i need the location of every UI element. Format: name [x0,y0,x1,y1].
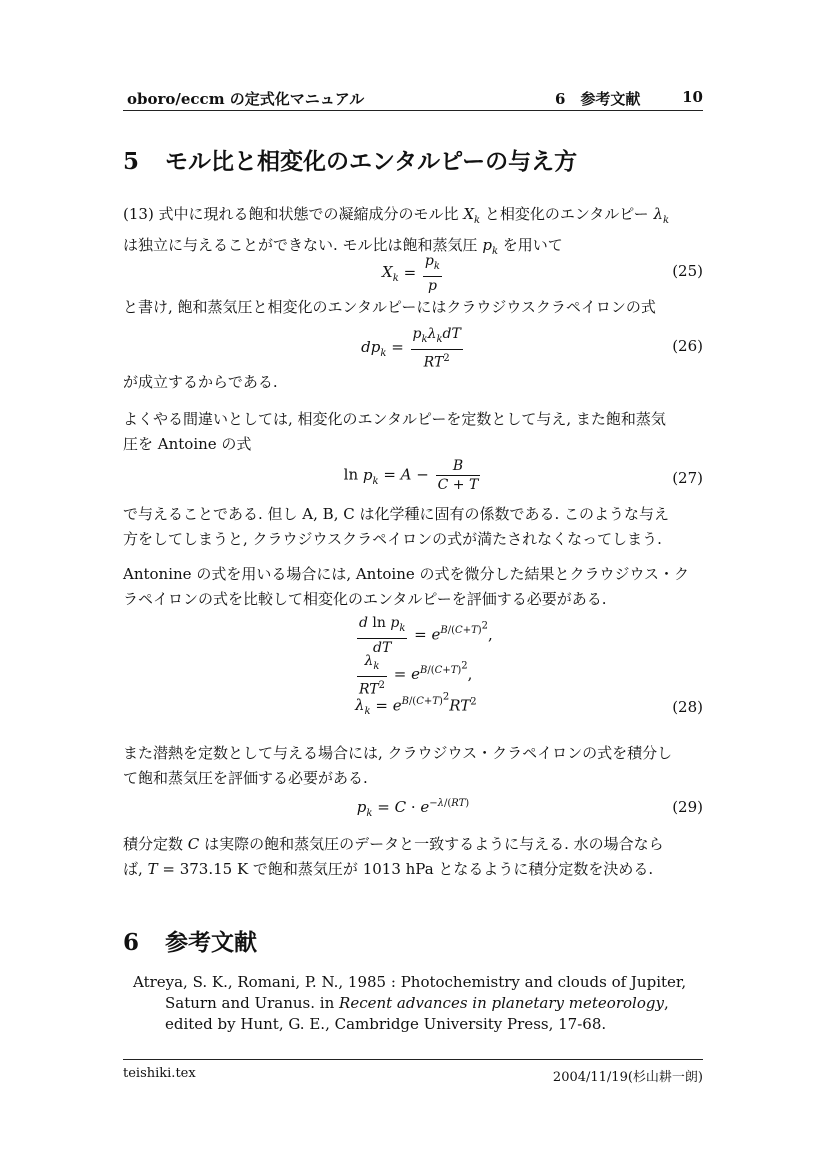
paragraph-8: 積分定数 C は実際の飽和蒸気圧のデータと一致するように与える. 水の場合なら ば, T = 373.15 K で飽和蒸気圧が 1013 hPa となるように積分定数を決める. [123,835,664,878]
text: て飽和蒸気圧を評価する必要がある. [123,769,368,787]
footer-filename: teishiki.tex [123,1066,196,1081]
reference-entry [133,972,703,1035]
section-number: 6 [123,929,140,956]
section-title: モル比と相変化のエンタルピーの与え方 [165,148,578,175]
equation-26: $dp_k$ = $\frac{p_k\lambda_kdT}{RT^2}$ (26) [361,326,703,371]
text: よくやる間違いとしては, 相変化のエンタルピーを定数として与え, また飽和蒸気 [123,410,666,428]
text: 圧を Antoine の式 [123,435,252,453]
header-section: 6 参考文献 [555,90,641,108]
page [123,0,703,1169]
equation-number: (26) [672,337,703,355]
header-title: oboro/eccm の定式化マニュアル [127,90,365,108]
equation-number: (28) [672,698,703,716]
text: で与えることである. 但し A, B, C は化学種に固有の係数である. このような与え [123,505,670,523]
section-heading-6 [123,924,257,957]
running-header [123,86,703,111]
section-number: 5 [123,148,140,175]
text: = 373.15 K で飽和蒸気圧が 1013 hPa となるように積分定数を決める. [162,860,654,878]
header-page-number: 10 [682,88,703,106]
text: ラペイロンの式を比較して相変化のエンタルピーを評価する必要がある. [123,590,607,608]
text: 方をしてしまうと, クラウジウスクラペイロンの式が満たされなくなってしまう. [123,530,662,548]
text: が成立するからである. [123,373,278,391]
equation-number: (25) [672,262,703,280]
text: また潜熱を定数として与える場合には, クラウジウス・クラペイロンの式を積分し [123,744,673,762]
equation-27: $\ln p_k = A$ − $\frac{B}{C + T}$ (27) [343,458,703,493]
paragraph-2 [123,295,703,320]
reference-details: , edited by Hunt, G. E., Cambridge University Press, 17-68. [165,994,669,1033]
equation-number: (29) [672,798,703,816]
paragraph-6 [123,562,703,612]
equation-25: $X_k$ = $\frac{p_k}{p}$ (25) [382,253,703,294]
text: は独立に与えることができない. モル比は飽和蒸気圧 [123,236,478,254]
equation-29: $p_k = C \cdot e^{-\lambda/(RT)}$ (29) [356,798,703,819]
equation-28: $\frac{d \ln p_k}{dT}$ = $e^{B/(C+T)^2}$, $\frac{\lambda_k}{RT^2}$ = $e^{B/(C+T)^2}$, $\lambda_k = e^{B/(C+T)^2}RT^2$ (28) [355,615,703,718]
paragraph-4 [123,407,703,457]
text: (13) 式中に現れる飽和状態での凝縮成分のモル比 [123,205,459,223]
text: と相変化のエンタルピー [484,205,649,223]
section-heading-5 [123,143,577,176]
equation-number: (27) [672,469,703,487]
footer [123,1059,703,1085]
footer-date-author: 2004/11/19(杉山耕一朗) [552,1070,703,1085]
text: ば, [123,860,143,878]
paragraph-1: (13) 式中に現れる飽和状態での凝縮成分のモル比 $X_k$ と相変化のエンタルピー $\lambda_k$ は独立に与えることができない. モル比は飽和蒸気圧 $p_k$ を用いて [123,205,670,257]
text: は実際の飽和蒸気圧のデータと一致するように与える. 水の場合なら [204,835,664,853]
paragraph-5 [123,502,703,552]
text: 積分定数 [123,835,184,853]
section-title: 参考文献 [165,929,257,956]
paragraph-7 [123,741,703,791]
reference-book-title: Recent advances in planetary meteorology [339,994,664,1012]
paragraph-3 [123,370,703,395]
reference-authors: Atreya, S. K., Romani, P. N., 1985 : Photochemistry and clouds of Jupiter, Saturn and Uranus. in [133,973,687,1012]
text: Antonine の式を用いる場合には, Antoine の式を微分した結果とクラウジウス・ク [123,565,690,583]
text: を用いて [502,236,563,254]
text: と書け, 飽和蒸気圧と相変化のエンタルピーにはクラウジウスクラペイロンの式 [123,298,656,316]
